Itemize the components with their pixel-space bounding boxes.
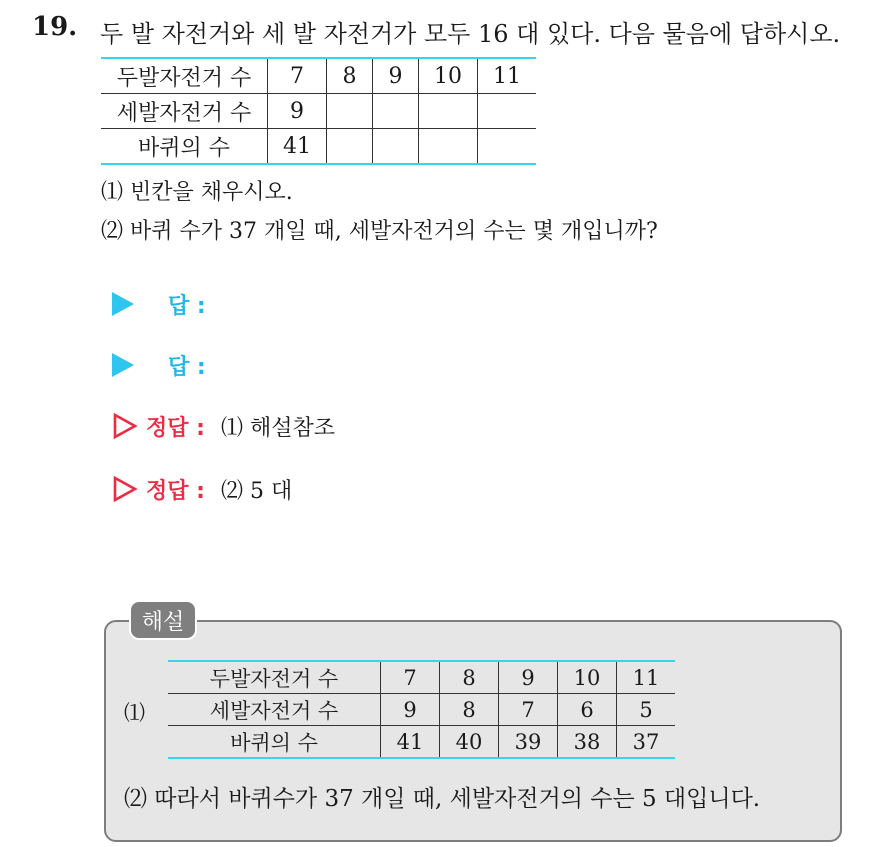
- play-triangle-icon: [112, 292, 134, 316]
- answer-label: 답 :: [168, 354, 206, 380]
- question-number: 19.: [32, 12, 78, 42]
- sub-question-2: ⑵ 바퀴 수가 37 개일 때, 세발자전거의 수는 몇 개입니까?: [101, 219, 658, 244]
- row-label: 세발자전거 수: [168, 694, 381, 726]
- key-value: ⑵ 5 대: [220, 478, 293, 504]
- outline-triangle-icon: [112, 413, 138, 439]
- row-label: 바퀴의 수: [101, 129, 268, 165]
- table-cell: 5: [617, 694, 676, 726]
- row-label: 두발자전거 수: [168, 661, 381, 694]
- answer-key-2: [112, 471, 292, 507]
- blank-cell: [419, 94, 478, 129]
- play-triangle-icon: [112, 353, 134, 377]
- table-row: [168, 694, 675, 726]
- row-label: 두발자전거 수: [101, 58, 268, 94]
- blank-cell: [373, 129, 419, 165]
- blank-cell: [373, 94, 419, 129]
- table-cell: 8: [440, 694, 499, 726]
- table-row: [101, 129, 536, 165]
- table-cell: 11: [617, 661, 676, 694]
- answer-key-1: [112, 408, 335, 444]
- table-cell: 7: [499, 694, 558, 726]
- blank-cell: [327, 94, 373, 129]
- table-row: [168, 726, 675, 759]
- table-cell: 10: [419, 58, 478, 94]
- question-table: [101, 57, 536, 165]
- blank-cell: [327, 129, 373, 165]
- answer-label: 답 :: [168, 293, 206, 319]
- table-cell: 7: [381, 661, 440, 694]
- row-label: 바퀴의 수: [168, 726, 381, 759]
- answer-row-2[interactable]: [112, 348, 206, 382]
- explanation-tag: 해설: [129, 600, 197, 640]
- explanation-part1-label: ⑴: [124, 701, 145, 725]
- table-cell: 9: [268, 94, 327, 129]
- sub-question-1: ⑴ 빈칸을 채우시오.: [101, 180, 293, 205]
- table-cell: 41: [381, 726, 440, 759]
- blank-cell: [419, 129, 478, 165]
- table-cell: 8: [327, 58, 373, 94]
- table-row: [168, 661, 675, 694]
- table-cell: 11: [478, 58, 537, 94]
- table-cell: 9: [373, 58, 419, 94]
- table-cell: 41: [268, 129, 327, 165]
- key-value: ⑴ 해설참조: [220, 415, 335, 441]
- question-text: 두 발 자전거와 세 발 자전거가 모두 16 대 있다. 다음 물음에 답하시오.: [100, 20, 841, 48]
- table-cell: 8: [440, 661, 499, 694]
- explanation-table: [168, 660, 675, 759]
- table-cell: 38: [558, 726, 617, 759]
- table-cell: 9: [381, 694, 440, 726]
- table-cell: 40: [440, 726, 499, 759]
- table-cell: 9: [499, 661, 558, 694]
- table-cell: 39: [499, 726, 558, 759]
- table-row: [101, 94, 536, 129]
- outline-triangle-icon: [112, 476, 138, 502]
- row-label: 세발자전거 수: [101, 94, 268, 129]
- blank-cell: [478, 94, 537, 129]
- explanation-part2: ⑵ 따라서 바퀴수가 37 개일 때, 세발자전거의 수는 5 대입니다.: [124, 786, 761, 812]
- table-cell: 7: [268, 58, 327, 94]
- table-cell: 10: [558, 661, 617, 694]
- answer-row-1[interactable]: [112, 287, 206, 321]
- table-cell: 37: [617, 726, 676, 759]
- blank-cell: [478, 129, 537, 165]
- table-cell: 6: [558, 694, 617, 726]
- table-row: [101, 58, 536, 94]
- key-label: 정답 :: [146, 415, 205, 441]
- key-label: 정답 :: [146, 478, 205, 504]
